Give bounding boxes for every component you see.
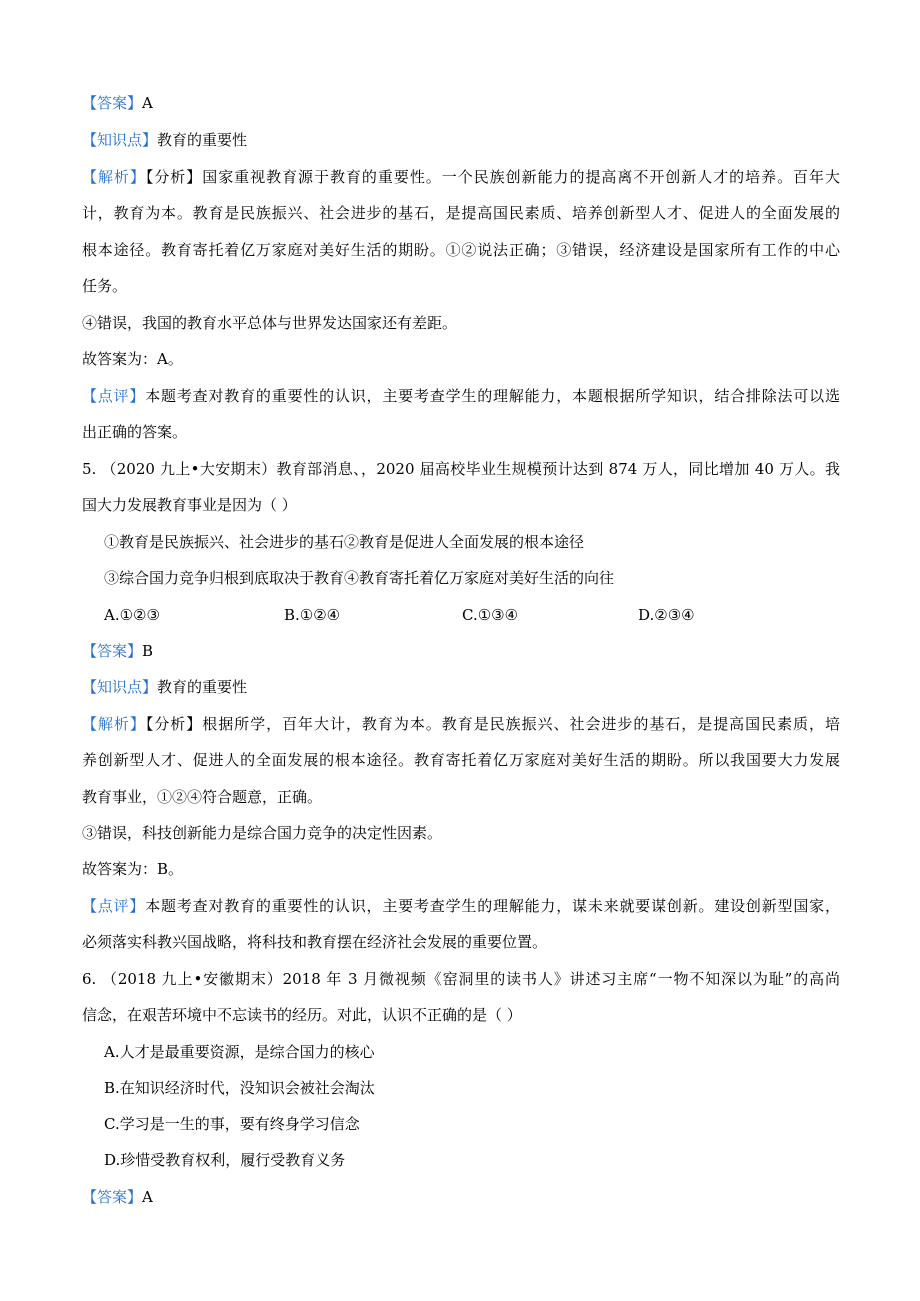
answer-value: B bbox=[142, 642, 154, 660]
q5-analysis-line: 养创新型人才、促进人的全面发展的根本途径。教育寄托着亿万家庭对美好生活的期盼。所以我国要大力发展 bbox=[82, 751, 840, 769]
q4-answer bbox=[82, 93, 840, 113]
q4-analysis-line: 根本途径。教育寄托着亿万家庭对美好生活的期盼。①②说法正确；③错误，经济建设是国家所有工作的中心 bbox=[82, 241, 840, 259]
q5-analysis-line: 教育事业，①②④符合题意，正确。 bbox=[82, 788, 323, 806]
option-d[interactable]: D.珍惜受教育权利，履行受教育义务 bbox=[104, 1151, 346, 1169]
q4-knowledge bbox=[82, 130, 840, 150]
q4-analysis-line: ④错误，我国的教育水平总体与世界发达国家还有差距。 bbox=[82, 314, 458, 332]
q5-stem-line: 国大力发展教育事业是因为（ ） bbox=[82, 496, 297, 514]
option-a[interactable]: A.①②③ bbox=[104, 606, 160, 624]
knowledge-value: 教育的重要性 bbox=[157, 131, 248, 149]
q5-review-line: 【点评】本题考查对教育的重要性的认识，主要考查学生的理解能力，谋未来就要谋创新。建设创新型国家， bbox=[82, 897, 840, 915]
q5-knowledge bbox=[82, 677, 840, 697]
q4-review-line: 【点评】本题考查对教育的重要性的认识，主要考查学生的理解能力，本题根据所学知识，结合排除法可以选 bbox=[82, 387, 840, 405]
answer-label: 【答案】 bbox=[82, 94, 143, 112]
option-d[interactable]: D.②③④ bbox=[638, 606, 695, 624]
q5-review-line: 必须落实科教兴国战略，将科技和教育摆在经济社会发展的重要位置。 bbox=[82, 933, 548, 951]
option-b[interactable]: B.在知识经济时代，没知识会被社会淘汰 bbox=[104, 1079, 375, 1097]
knowledge-label: 【知识点】 bbox=[82, 678, 158, 696]
option-b[interactable]: B.①②④ bbox=[284, 606, 341, 624]
answer-value: A bbox=[142, 1188, 153, 1206]
option-c[interactable]: C.学习是一生的事，要有终身学习信念 bbox=[104, 1115, 360, 1133]
answer-label: 【答案】 bbox=[82, 1188, 143, 1206]
q4-review-line: 出正确的答案。 bbox=[82, 423, 188, 441]
q4-analysis-line: 计，教育为本。教育是民族振兴、社会进步的基石，是提高国民素质、培养创新型人才、促进人的全面发展的 bbox=[82, 204, 840, 222]
q6-stem-line: 6. （2018 九上•安徽期末）2018 年 3 月微视频《窑洞里的读书人》讲述习主席“一物不知深以为耻”的高尚 bbox=[82, 970, 840, 988]
q5-statement: ①教育是民族振兴、社会进步的基石②教育是促进人全面发展的根本途径 bbox=[104, 533, 585, 551]
q6-answer bbox=[82, 1187, 840, 1207]
review-label: 【点评】 bbox=[82, 897, 146, 915]
q5-analysis-line: 【解析】【分析】根据所学，百年大计，教育为本。教育是民族振兴、社会进步的基石，是提高国民素质，培 bbox=[82, 715, 840, 733]
q4-analysis-line: 【解析】【分析】国家重视教育源于教育的重要性。一个民族创新能力的提高离不开创新人才的培养。百年大 bbox=[82, 168, 840, 186]
review-label: 【点评】 bbox=[82, 387, 146, 405]
q6-stem-line: 信念，在艰苦环境中不忘读书的经历。对此，认识不正确的是（ ） bbox=[82, 1006, 522, 1024]
q5-statement: ③综合国力竞争归根到底取决于教育④教育寄托着亿万家庭对美好生活的向往 bbox=[104, 569, 615, 587]
analysis-label: 【解析】 bbox=[82, 168, 146, 186]
knowledge-label: 【知识点】 bbox=[82, 131, 158, 149]
knowledge-value: 教育的重要性 bbox=[157, 678, 248, 696]
option-c[interactable]: C.①③④ bbox=[462, 606, 519, 624]
q5-stem-line: 5. （2020 九上•大安期末）教育部消息、，2020 届高校毕业生规模预计达到 874 万人，同比增加 40 万人。我 bbox=[82, 460, 840, 478]
q4-conclusion: 故答案为：A。 bbox=[82, 350, 183, 368]
q5-analysis-line: ③错误，科技创新能力是综合国力竞争的决定性因素。 bbox=[82, 824, 443, 842]
q5-conclusion: 故答案为：B。 bbox=[82, 860, 184, 878]
option-a[interactable]: A.人才是最重要资源，是综合国力的核心 bbox=[104, 1043, 375, 1061]
q4-analysis-line: 任务。 bbox=[82, 277, 128, 295]
analysis-label: 【解析】 bbox=[82, 715, 146, 733]
answer-label: 【答案】 bbox=[82, 642, 143, 660]
q5-answer bbox=[82, 641, 840, 661]
answer-value: A bbox=[142, 94, 153, 112]
